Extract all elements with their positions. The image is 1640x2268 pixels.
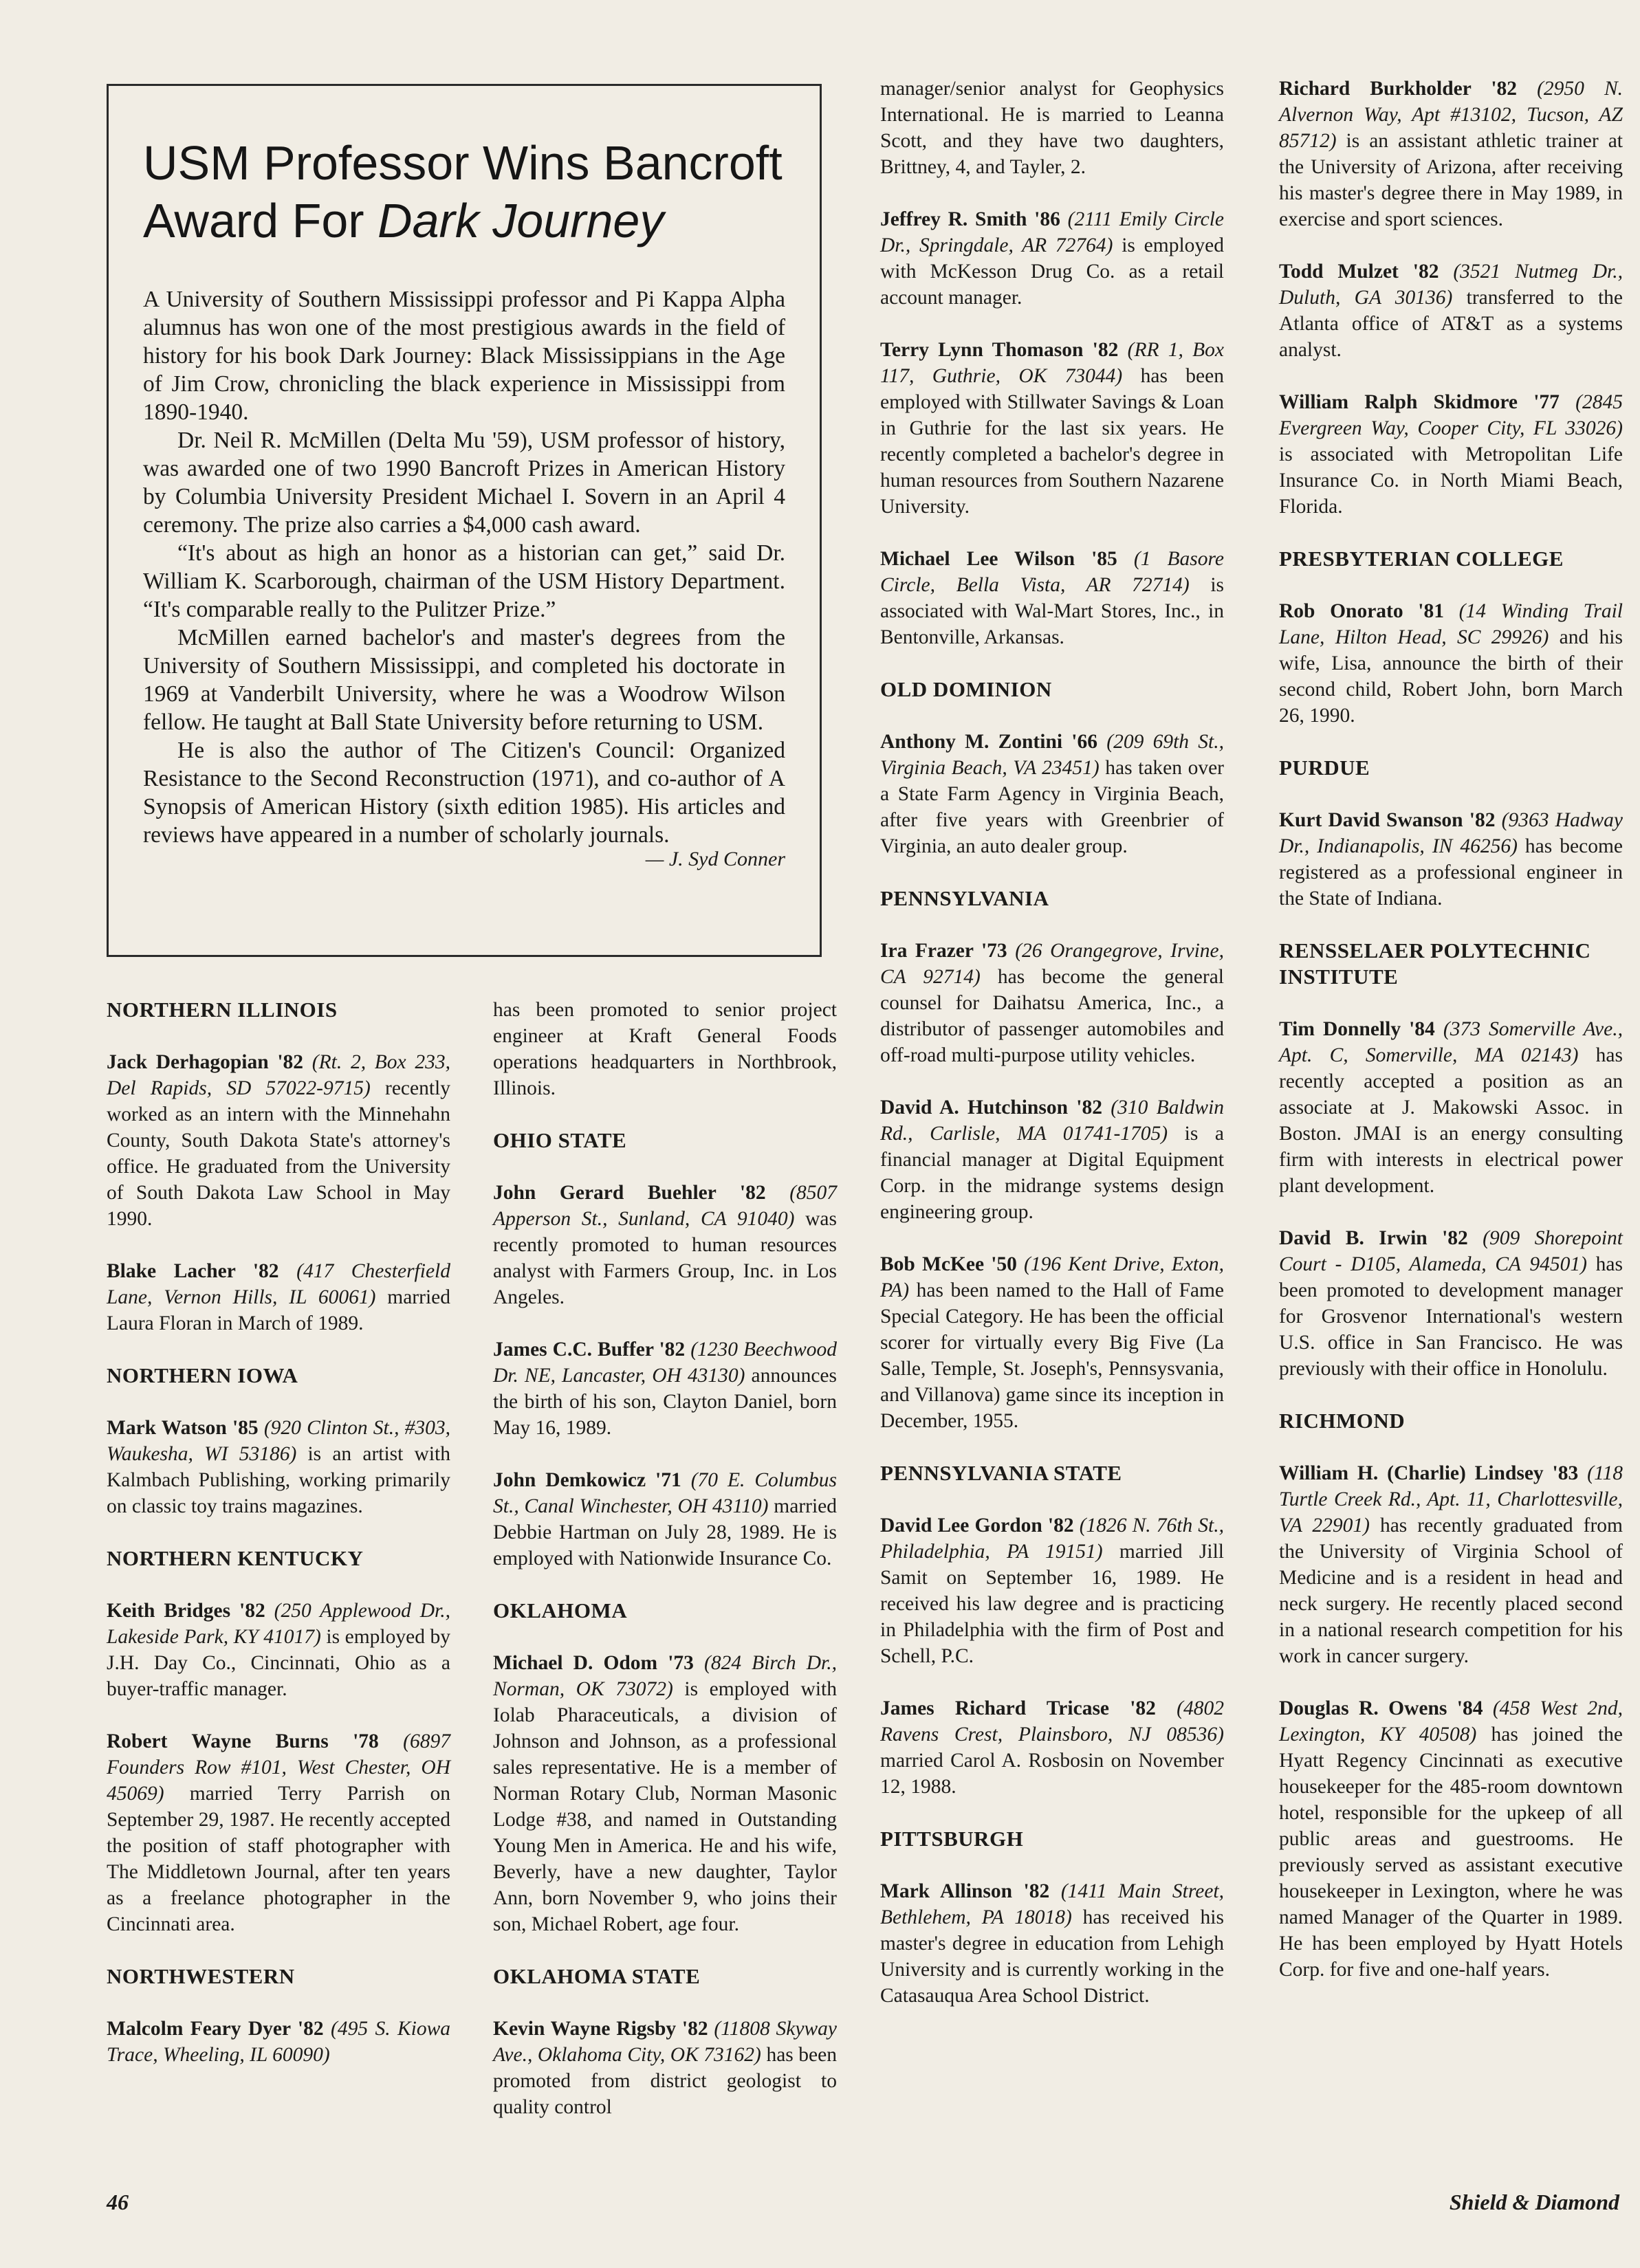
alumni-entry	[493, 1180, 837, 1310]
news-column-2	[493, 997, 837, 2146]
alumni-entry	[1279, 598, 1623, 729]
alumni-address: (920 Clinton St., #303, Waukesha, WI 53186)	[107, 1417, 450, 1465]
publication-name: Shield & Diamond	[1449, 2190, 1619, 2214]
alumni-note: has taken over a State Farm Agency in Virginia Beach, after five years with Greenbrier of Virginia, an auto dealer group.	[880, 757, 1224, 857]
alumni-address: (Rt. 2, Box 233, Del Rapids, SD 57022-9715)	[107, 1051, 451, 1099]
alumni-address: (196 Kent Drive, Exton, PA)	[880, 1253, 1224, 1301]
alumni-address: (909 Shorepoint Court - D105, Alameda, CA 94501)	[1279, 1227, 1623, 1275]
alumni-name: Richard Burkholder '82	[1279, 78, 1518, 100]
alumni-name: Kurt David Swanson '82	[1279, 809, 1496, 831]
alumni-entry	[880, 206, 1224, 311]
alumni-entry	[1279, 389, 1623, 520]
alumni-entry	[493, 1650, 837, 1937]
alumni-name: Michael Lee Wilson '85	[880, 548, 1117, 570]
alumni-note: has been promoted to development manager for Grosvenor International's western U.S. office in San Francisco. He was previously with their office in Honolulu.	[1279, 1253, 1623, 1380]
section-heading: RENSSELAER POLYTECHNIC INSTITUTE	[1279, 938, 1591, 989]
alumni-name: Terry Lynn Thomason '82	[880, 339, 1119, 361]
alumni-entry	[880, 938, 1224, 1068]
alumni-entry	[880, 1512, 1224, 1669]
section-heading: PENNSYLVANIA	[880, 886, 1049, 910]
alumni-entry	[880, 546, 1224, 650]
alumni-name: Kevin Wayne Rigsby '82	[493, 2018, 708, 2040]
alumni-note: is employed by J.H. Day Co., Cincinnati, Ohio as a buyer-traffic manager.	[107, 1626, 450, 1700]
alumni-note: has been promoted from district geologist to quality control	[493, 2044, 837, 2118]
alumni-note: is a financial manager at Digital Equipment Corp. in the midrange systems design engineering group.	[880, 1123, 1224, 1223]
alumni-address: (1230 Beechwood Dr. NE, Lancaster, OH 43130)	[493, 1339, 838, 1387]
alumni-name: Ira Frazer '73	[880, 940, 1007, 962]
alumni-entry	[880, 1695, 1224, 1800]
alumni-entry	[880, 1094, 1224, 1225]
alumni-entry	[880, 337, 1224, 520]
alumni-name: John Demkowicz '71	[493, 1469, 681, 1491]
alumni-note: is an artist with Kalmbach Publishing, working primarily on classic toy trains magazines.	[107, 1443, 450, 1517]
alumni-address: (1411 Main Street, Bethlehem, PA 18018)	[880, 1880, 1224, 1928]
section-heading: PITTSBURGH	[880, 1827, 1024, 1851]
section-heading: RICHMOND	[1279, 1409, 1406, 1433]
alumni-entry	[107, 1728, 450, 1937]
alumni-note: transferred to the Atlanta office of AT&T as a systems analyst.	[1279, 287, 1623, 361]
alumni-note: is associated with Metropolitan Life Insurance Co. in North Miami Beach, Florida.	[1279, 443, 1623, 518]
feature-title-text: USM Professor Wins Bancroft Award For	[143, 136, 783, 247]
alumni-entry	[493, 1336, 837, 1441]
news-column-4	[1279, 76, 1623, 2009]
alumni-note: has joined the Hyatt Regency Cincinnati as executive housekeeper for the 485-room downtown hotel, responsible for the upkeep of all public areas and guestrooms. He previously served as assistant executive housekeeper in Lexington, where he was named Manager of the Quarter in 1989. He has been employed by Hyatt Hotels Corp. for five and one-half years.	[1279, 1724, 1623, 1981]
alumni-note: has been promoted to senior project engineer at Kraft General Foods operations headquarters in Northbrook, Illinois.	[493, 999, 837, 1099]
section-heading: NORTHWESTERN	[107, 1964, 295, 1988]
feature-title	[143, 134, 785, 250]
alumni-address: (70 E. Columbus St., Canal Winchester, OH 43110)	[493, 1469, 838, 1517]
section-heading: NORTHERN KENTUCKY	[107, 1546, 364, 1570]
feature-paragraph: He is also the author of The Citizen's Council: Organized Resistance to the Second Reconstruction (1971), and co-author of A Synopsis of American History (sixth edition 1985). His articles and reviews have appeared in a number of scholarly journals.	[143, 738, 785, 848]
section-heading: PURDUE	[1279, 756, 1370, 780]
alumni-address: (11808 Skyway Ave., Oklahoma City, OK 73162)	[493, 2018, 837, 2066]
alumni-note: has become registered as a professional engineer in the State of Indiana.	[1279, 835, 1623, 910]
section-heading: PENNSYLVANIA STATE	[880, 1461, 1122, 1485]
alumni-name: Anthony M. Zontini '66	[880, 731, 1097, 753]
alumni-name: William Ralph Skidmore '77	[1279, 391, 1560, 413]
alumni-entry	[1279, 76, 1623, 232]
alumni-note: is an assistant athletic trainer at the University of Arizona, after receiving his master's degree there in May 1989, in exercise and sport sciences.	[1279, 130, 1623, 230]
alumni-note: recently worked as an intern with the Minnehahn County, South Dakota State's attorney's office. He graduated from the University of South Dakota Law School in May 1990.	[107, 1077, 450, 1230]
alumni-name: Mark Allinson '82	[880, 1880, 1050, 1902]
alumni-note: married Laura Floran in March of 1989.	[107, 1286, 450, 1334]
alumni-entry	[107, 1598, 450, 1702]
alumni-name: Bob McKee '50	[880, 1253, 1017, 1275]
alumni-name: Rob Onorato '81	[1279, 600, 1444, 622]
alumni-name: David B. Irwin '82	[1279, 1227, 1468, 1249]
section-heading: NORTHERN ILLINOIS	[107, 998, 338, 1022]
feature-article-box	[107, 84, 822, 957]
alumni-address: (3521 Nutmeg Dr., Duluth, GA 30136)	[1279, 261, 1623, 309]
alumni-entry	[493, 997, 837, 1101]
feature-paragraph: McMillen earned bachelor's and master's degrees from the University of Southern Mississippi, and completed his doctorate in 1969 at Vanderbilt University, where he was a Woodrow Wilson fellow. He taught at Ball State University before returning to USM.	[143, 625, 785, 735]
alumni-address: (2111 Emily Circle Dr., Springdale, AR 72764)	[880, 208, 1224, 256]
alumni-address: (417 Chesterfield Lane, Vernon Hills, IL 60061)	[107, 1260, 450, 1308]
alumni-name: Jeffrey R. Smith '86	[880, 208, 1060, 230]
alumni-note: married Jill Samit on September 16, 1989. He received his law degree and is practicing in Philadelphia with the firm of Post and Schell, P.C.	[880, 1541, 1224, 1667]
alumni-note: has recently graduated from the University of Virginia School of Medicine and is a resident in head and neck surgery. He recently placed second in a national research competition for his work in cancer surgery.	[1279, 1515, 1623, 1667]
alumni-address: (209 69th St., Virginia Beach, VA 23451)	[880, 731, 1225, 779]
alumni-address: (2950 N. Alvernon Way, Apt #13102, Tucson, AZ 85712)	[1279, 78, 1623, 152]
alumni-entry	[1279, 1695, 1623, 1983]
alumni-note: married Carol A. Rosbosin on November 12, 1988.	[880, 1750, 1224, 1798]
alumni-note: has been named to the Hall of Fame Special Category. He has been the official scorer for virtually every Big Five (La Salle, Temple, St. Joseph's, Pennsysvania, and Villanova) game since its inception in December, 1955.	[880, 1279, 1224, 1432]
page-number: 46	[107, 2190, 129, 2214]
feature-paragraph: Dr. Neil R. McMillen (Delta Mu '59), USM professor of history, was awarded one of two 1990 Bancroft Prizes in American History by Columbia University President Michael I. Sovern in an April 4 ceremony. The prize also carries a $4,000 cash award.	[143, 428, 785, 538]
alumni-note: is associated with Wal-Mart Stores, Inc., in Bentonville, Arkansas.	[880, 574, 1224, 648]
feature-body	[143, 285, 785, 871]
alumni-entry	[107, 1415, 450, 1519]
alumni-address: (8507 Apperson St., Sunland, CA 91040)	[493, 1182, 838, 1230]
feature-paragraph: “It's about as high an honor as a historian can get,” said Dr. William K. Scarborough, chairman of the USM History Department. “It's comparable really to the Pulitzer Prize.”	[143, 540, 785, 622]
alumni-address: (824 Birch Dr., Norman, OK 73072)	[493, 1652, 837, 1700]
alumni-note: is employed with Iolab Pharaceuticals, a division of Johnson and Johnson, as a professional sales representative. He is a member of Norman Rotary Club, Norman Masonic Lodge #38, and named in Outstanding Young Men in America. He and his wife, Beverly, have a new daughter, Taylor Ann, born November 9, who joins their son, Michael Robert, age four.	[493, 1678, 838, 1935]
alumni-note: has become the general counsel for Daihatsu America, Inc., a distributor of passenger automobiles and off-road multi-purpose utility vehicles.	[880, 966, 1224, 1066]
alumni-entry	[1279, 258, 1623, 363]
alumni-name: David A. Hutchinson '82	[880, 1097, 1102, 1119]
alumni-address: (373 Somerville Ave., Apt. C, Somerville, MA 02143)	[1279, 1018, 1623, 1066]
feature-title-book: Dark Journey	[378, 194, 664, 247]
alumni-address: (RR 1, Box 117, Guthrie, OK 73044)	[880, 339, 1224, 387]
feature-byline: — J. Syd Conner	[645, 848, 785, 870]
alumni-address: (250 Applewood Dr., Lakeside Park, KY 41017)	[107, 1600, 451, 1648]
alumni-address: (26 Orangegrove, Irvine, CA 92714)	[880, 940, 1224, 988]
alumni-note: manager/senior analyst for Geophysics International. He is married to Leanna Scott, and they have two daughters, Brittney, 4, and Tayler, 2.	[880, 78, 1224, 178]
alumni-name: David Lee Gordon '82	[880, 1515, 1074, 1537]
alumni-entry	[880, 729, 1224, 859]
alumni-entry	[1279, 1225, 1623, 1382]
section-heading: OHIO STATE	[493, 1128, 627, 1152]
section-heading: OKLAHOMA STATE	[493, 1964, 701, 1988]
alumni-note: married Terry Parrish on September 29, 1987. He recently accepted the position of staff photographer with The Middletown Journal, after ten years as a freelance photographer in the Cincinnati area.	[107, 1783, 450, 1935]
alumni-note: has received his master's degree in education from Lehigh University and is currently working in the Catasauqua Area School District.	[880, 1906, 1224, 2007]
alumni-entry	[1279, 807, 1623, 912]
alumni-note: has recently accepted a position as an associate at J. Makowski Assoc. in Boston. JMAI is an energy consulting firm with interests in electrical power plant development.	[1279, 1044, 1623, 1197]
alumni-name: Tim Donnelly '84	[1279, 1018, 1435, 1040]
alumni-address: (310 Baldwin Rd., Carlisle, MA 01741-1705)	[880, 1097, 1225, 1145]
section-heading: OLD DOMINION	[880, 677, 1052, 701]
alumni-name: Mark Watson '85	[107, 1417, 259, 1439]
alumni-address: (1826 N. 76th St., Philadelphia, PA 19151)	[880, 1515, 1224, 1563]
alumni-address: (6897 Founders Row #101, West Chester, OH 45069)	[107, 1730, 450, 1805]
alumni-name: Blake Lacher '82	[107, 1260, 279, 1282]
alumni-address: (2845 Evergreen Way, Cooper City, FL 33026)	[1279, 391, 1623, 439]
alumni-name: William H. (Charlie) Lindsey '83	[1279, 1462, 1579, 1484]
alumni-address: (14 Winding Trail Lane, Hilton Head, SC 29926)	[1279, 600, 1623, 648]
section-heading: OKLAHOMA	[493, 1598, 628, 1622]
alumni-entry	[880, 1251, 1224, 1434]
alumni-note: has been employed with Stillwater Savings & Loan in Guthrie for the last six years. He recently completed a bachelor's degree in human resources from Southern Nazarene University.	[880, 365, 1224, 518]
alumni-entry	[493, 2016, 837, 2120]
alumni-name: John Gerard Buehler '82	[493, 1182, 766, 1204]
alumni-name: Todd Mulzet '82	[1279, 261, 1439, 283]
alumni-name: Malcolm Feary Dyer '82	[107, 2018, 324, 2040]
alumni-address: (495 S. Kiowa Trace, Wheeling, IL 60090)	[107, 2018, 451, 2066]
alumni-entry	[493, 1467, 837, 1572]
alumni-entry	[880, 76, 1224, 180]
alumni-note: and his wife, Lisa, announce the birth of their second child, Robert John, born March 26, 1990.	[1279, 626, 1623, 727]
alumni-name: Robert Wayne Burns '78	[107, 1730, 379, 1752]
alumni-address: (118 Turtle Creek Rd., Apt. 11, Charlottesville, VA 22901)	[1279, 1462, 1623, 1537]
news-column-1	[107, 997, 450, 2094]
alumni-name: Michael D. Odom '73	[493, 1652, 694, 1674]
section-heading: NORTHERN IOWA	[107, 1363, 298, 1387]
alumni-entry	[107, 1049, 450, 1232]
alumni-note: is employed with McKesson Drug Co. as a retail account manager.	[880, 234, 1224, 309]
alumni-name: James Richard Tricase '82	[880, 1697, 1156, 1719]
feature-paragraph: A University of Southern Mississippi professor and Pi Kappa Alpha alumnus has won one of the most prestigious awards in the field of history for his book Dark Journey: Black Mississippians in the Age of Jim Crow, chronicling the black experience in Mississippi from 1890-1940.	[143, 287, 785, 425]
alumni-address: (4802 Ravens Crest, Plainsboro, NJ 08536)	[880, 1697, 1224, 1746]
alumni-name: Jack Derhagopian '82	[107, 1051, 304, 1073]
section-heading: PRESBYTERIAN COLLEGE	[1279, 547, 1564, 571]
alumni-entry	[1279, 1460, 1623, 1669]
alumni-address: (458 West 2nd, Lexington, KY 40508)	[1279, 1697, 1623, 1746]
alumni-name: James C.C. Buffer '82	[493, 1339, 686, 1361]
alumni-entry	[107, 2016, 450, 2068]
alumni-entry	[107, 1258, 450, 1336]
alumni-note: married Debbie Hartman on July 28, 1989. He is employed with Nationwide Insurance Co.	[493, 1495, 838, 1570]
alumni-name: Keith Bridges '82	[107, 1600, 265, 1622]
alumni-entry	[880, 1878, 1224, 2009]
alumni-address: (1 Basore Circle, Bella Vista, AR 72714)	[880, 548, 1225, 596]
alumni-entry	[1279, 1016, 1623, 1199]
alumni-address: (9363 Hadway Dr., Indianapolis, IN 46256)	[1279, 809, 1623, 857]
alumni-note: was recently promoted to human resources analyst with Farmers Group, Inc. in Los Angeles.	[493, 1208, 837, 1308]
alumni-name: Douglas R. Owens '84	[1279, 1697, 1483, 1719]
alumni-note: announces the birth of his son, Clayton Daniel, born May 16, 1989.	[493, 1365, 837, 1439]
news-column-3	[880, 76, 1224, 2035]
